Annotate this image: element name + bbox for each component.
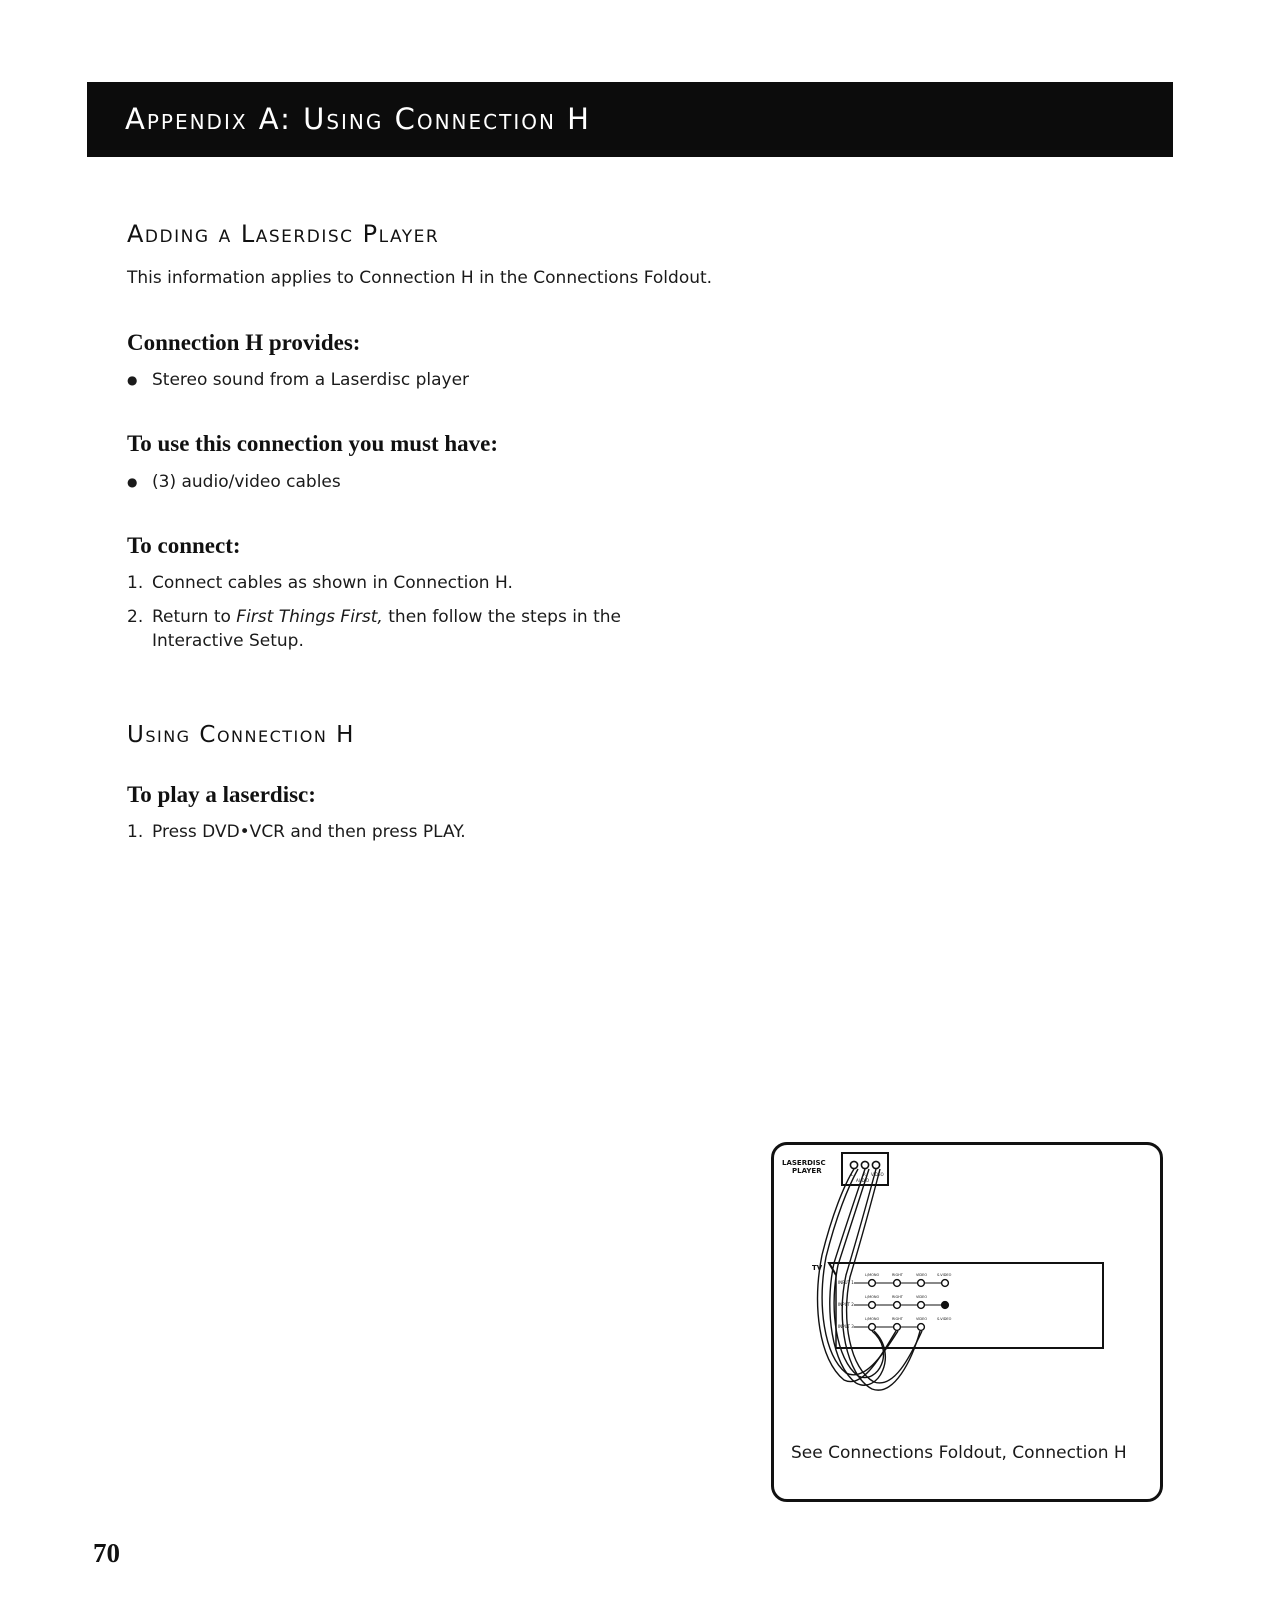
figure-caption: See Connections Foldout, Connection H (791, 1443, 1127, 1463)
device-label-laserdisc: LASERDISC (782, 1159, 826, 1167)
row-label: INPUT 2 (838, 1302, 854, 1307)
column-label: VIDEO (916, 1273, 928, 1277)
provides-item: Stereo sound from a Laserdisc player (152, 370, 470, 390)
connection-diagram (774, 1145, 1160, 1435)
jack (894, 1324, 901, 1331)
tv-input-row-3 (838, 1317, 952, 1330)
bullet-icon: ● (127, 475, 138, 489)
page-number: 70 (93, 1538, 120, 1568)
laserdisc-port-video (872, 1161, 879, 1168)
column-label: S-VIDEO (937, 1273, 952, 1277)
page-title: Appendix A: Using Connection H (125, 102, 591, 136)
audio-label: AUDIO (856, 1178, 870, 1183)
connection-diagram-box (771, 1142, 1163, 1502)
section-title-using-connection: Using Connection H (127, 722, 355, 748)
row-label: INPUT 3 (838, 1324, 854, 1329)
jack (869, 1324, 876, 1331)
connect-step-2-text-after: then follow the steps in the (382, 607, 622, 627)
jack (942, 1302, 949, 1309)
play-heading: To play a laserdisc: (127, 782, 316, 807)
header-bar (87, 82, 1173, 157)
column-label: VIDEO (916, 1295, 928, 1299)
column-label: L/MONO (865, 1273, 880, 1277)
connect-step-2-italic: First Things First, (236, 607, 383, 627)
bullet-icon: ● (127, 373, 138, 387)
step-number: 1. (127, 822, 144, 842)
connect-step-2-line2: Interactive Setup. (152, 631, 304, 651)
column-label: S-VIDEO (937, 1317, 952, 1321)
tv-label: TV (812, 1264, 823, 1272)
step-number: 2. (127, 607, 144, 627)
must-have-heading: To use this connection you must have: (127, 431, 499, 456)
laserdisc-port-r (861, 1161, 868, 1168)
port-label-video: VIDEO (871, 1172, 884, 1177)
tv-input-row-2 (838, 1295, 948, 1308)
connect-step-2 (152, 605, 621, 630)
port-label-l: L (851, 1172, 854, 1177)
column-label: RIGHT (892, 1295, 903, 1299)
connect-step-2-text: Return to (152, 607, 237, 627)
device-label-player: PLAYER (792, 1167, 822, 1175)
connect-heading: To connect: (127, 533, 241, 558)
jack (894, 1280, 901, 1287)
jack (869, 1280, 876, 1287)
jack (869, 1302, 876, 1309)
port-label-r: R (863, 1172, 866, 1177)
jack (942, 1280, 949, 1287)
column-label: L/MONO (865, 1295, 880, 1299)
step-number: 1. (127, 573, 144, 593)
connect-step-1: Connect cables as shown in Connection H. (152, 573, 513, 593)
intro-text: This information applies to Connection H in the Connections Foldout. (127, 268, 713, 288)
tv-input-row-1 (838, 1273, 952, 1286)
play-step-1: Press DVD•VCR and then press PLAY. (152, 822, 466, 842)
column-label: RIGHT (892, 1317, 903, 1321)
row-label: INPUT 1 (838, 1280, 854, 1285)
column-label: RIGHT (892, 1273, 903, 1277)
column-label: VIDEO (916, 1317, 928, 1321)
jack (894, 1302, 901, 1309)
column-label: L/MONO (865, 1317, 880, 1321)
jack (918, 1324, 925, 1331)
jack (918, 1302, 925, 1309)
provides-heading: Connection H provides: (127, 330, 361, 355)
laserdisc-port-l (850, 1161, 857, 1168)
section-title-adding-laserdisc: Adding a Laserdisc Player (127, 220, 440, 248)
jack (918, 1280, 925, 1287)
must-have-item: (3) audio/video cables (152, 472, 341, 492)
